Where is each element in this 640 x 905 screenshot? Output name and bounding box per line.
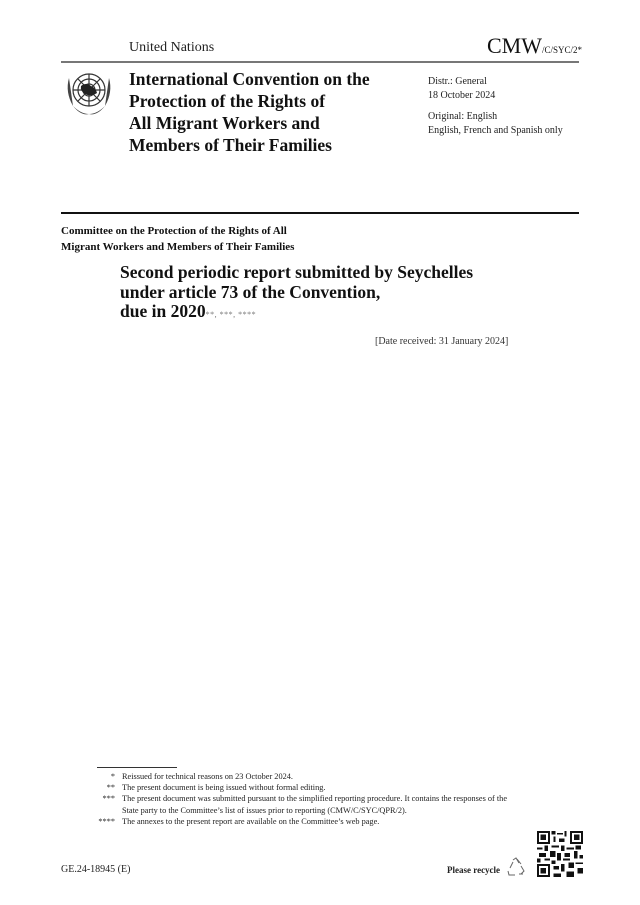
report-title-line: due in 2020**, ***, **** xyxy=(120,301,257,321)
symbol-main: CMW xyxy=(486,33,542,58)
convention-title-line: International Convention on the xyxy=(129,69,370,89)
footnote: ** The present document is being issued without formal editing. xyxy=(106,783,326,793)
convention-title xyxy=(129,68,409,156)
distribution-block xyxy=(428,75,563,137)
qr-code-icon xyxy=(537,831,583,877)
footnote-rule xyxy=(97,767,177,768)
section-rule xyxy=(61,212,579,214)
committee-line: Migrant Workers and Members of Their Families xyxy=(61,241,295,253)
original-language: Original: English xyxy=(428,111,498,122)
committee-line: Committee on the Protection of the Rights of All xyxy=(61,225,287,237)
organization-name: United Nations xyxy=(129,40,215,55)
symbol-suffix: /C/SYC/2* xyxy=(541,45,582,55)
convention-title-line: All Migrant Workers and xyxy=(129,113,320,133)
document-symbol xyxy=(487,33,582,59)
report-title xyxy=(120,263,540,325)
report-title-line: under article 73 of the Convention, xyxy=(120,281,381,302)
convention-title-line: Members of Their Families xyxy=(129,135,332,155)
footnote: **** The annexes to the present report are available on the Committee’s web page. xyxy=(98,816,380,826)
recycle-icon xyxy=(505,856,527,878)
languages: English, French and Spanish only xyxy=(428,124,563,136)
un-emblem-icon xyxy=(63,66,115,118)
footnote: * Reissued for technical reasons on 23 October 2024. xyxy=(110,772,293,781)
committee-name xyxy=(61,223,294,255)
recycle-label: Please recycle xyxy=(447,865,501,875)
date-received: [Date received: 31 January 2024] xyxy=(375,336,509,347)
report-title-line: Second periodic report submitted by Seychelles xyxy=(120,262,474,282)
footnotes xyxy=(60,771,520,827)
footnote: *** The present document was submitted pursuant to the simplified reporting procedure. It contains the responses of the State party to the Committee’s list of issues prior to reporting (CMW/C/SYC/QPR/2). xyxy=(102,794,508,815)
header-rule xyxy=(61,61,579,63)
job-number: GE.24-18945 (E) xyxy=(61,864,131,875)
distr-date: 18 October 2024 xyxy=(428,89,496,101)
convention-title-line: Protection of the Rights of xyxy=(129,91,326,111)
distr-label: Distr.: General xyxy=(428,76,487,87)
footnote-marks: **, ***, **** xyxy=(205,310,257,319)
